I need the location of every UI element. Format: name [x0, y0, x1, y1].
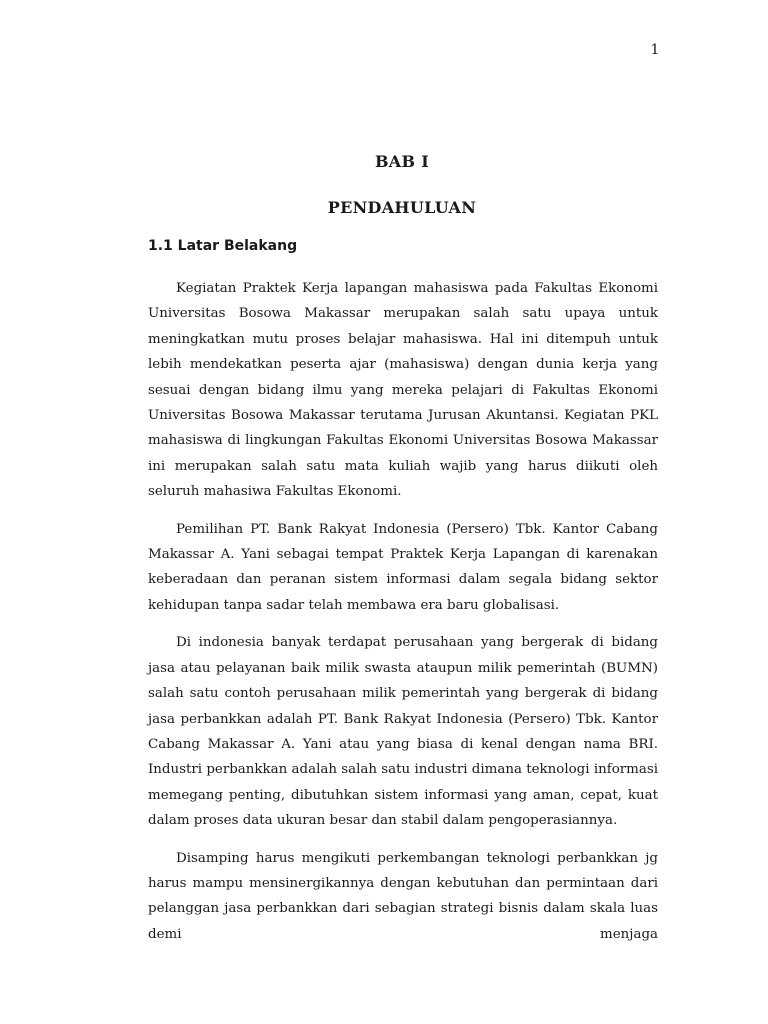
paragraph-1: Kegiatan Praktek Kerja lapangan mahasiswa pada Fakultas Ekonomi Universitas Bosowa Makassar merupakan salah satu upaya untuk meningkatkan mutu proses belajar mahasiswa. Hal ini ditempuh untuk lebih mendekatkan peserta ajar (mahasiswa) dengan dunia kerja yang sesuai dengan bidang ilmu yang mereka pelajari di Fakultas Ekonomi Universitas Bosowa Makassar terutama Jurusan Akuntansi. Kegiatan PKL mahasiswa di lingkungan Fakultas Ekonomi Universitas Bosowa Makassar ini merupakan salah satu mata kuliah wajib yang harus diikuti oleh seluruh mahasiwa Fakultas Ekonomi.	[148, 281, 658, 500]
paragraph-3: Di indonesia banyak terdapat perusahaan yang bergerak di bidang jasa atau pelayanan baik milik swasta ataupun milik pemerintah (BUMN) salah satu contoh perusahaan milik pemerintah yang bergerak di bidang jasa perbankkan adalah PT. Bank Rakyat Indonesia (Persero) Tbk. Kantor Cabang Makassar A. Yani atau yang biasa di kenal dengan nama BRI. Industri perbankkan adalah salah satu industri dimana teknologi informasi memegang penting, dibutuhkan sistem informasi yang aman, cepat, kuat dalam proses data ukuran besar dan stabil dalam pengoperasiannya.	[148, 635, 658, 829]
paragraph-4: Disamping harus mengikuti perkembangan teknologi perbankkan jg harus mampu mensinergikannya dengan kebutuhan dan permintaan dari pelanggan jasa perbankkan dari sebagian strategi bisnis dalam skala luas demi menjaga	[148, 850, 658, 942]
paragraph-2: Pemilihan PT. Bank Rakyat Indonesia (Persero) Tbk. Kantor Cabang Makassar A. Yani sebagai tempat Praktek Kerja Lapangan di karenakan keberadaan dan peranan sistem informasi dalam segala bidang sektor kehidupan tanpa sadar telah membawa era baru globalisasi.	[148, 521, 658, 613]
section-body	[148, 276, 658, 959]
section-heading: 1.1 Latar Belakang	[148, 238, 298, 254]
chapter-title: BAB I	[374, 152, 429, 171]
chapter-subtitle: PENDAHULUAN	[327, 198, 477, 217]
page-number: 1	[650, 42, 660, 58]
